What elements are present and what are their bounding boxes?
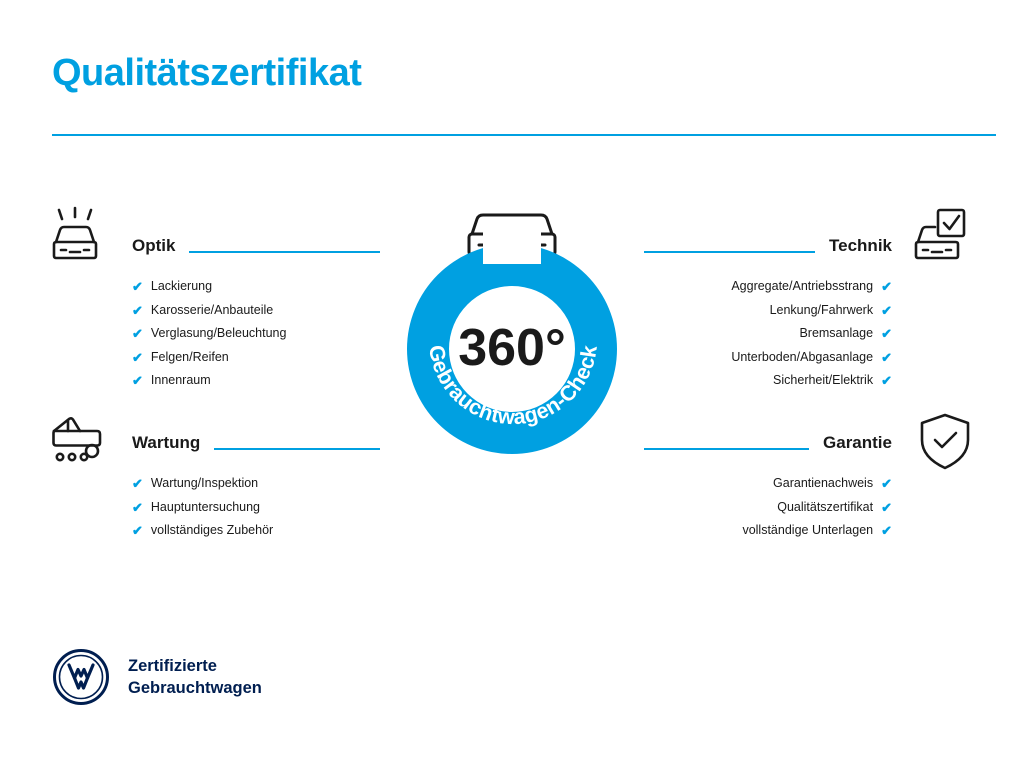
list-item-label: Garantienachweis <box>773 476 874 490</box>
section-rule-wartung <box>214 448 380 450</box>
check-icon: ✔ <box>132 326 143 341</box>
list-item-label: Verglasung/Beleuchtung <box>150 326 287 340</box>
section-technik <box>644 236 892 393</box>
vw-logo <box>52 648 110 706</box>
car-check-icon <box>912 206 978 275</box>
list-item-label: Sicherheit/Elektrik <box>773 373 874 387</box>
footer-line-1: Zertifizierte <box>128 657 217 675</box>
list-item <box>132 346 380 370</box>
shield-check-icon <box>916 410 974 479</box>
footer-text <box>128 655 262 699</box>
section-header-optik <box>132 236 380 259</box>
list-item-label: Qualitätszertifikat <box>777 499 874 514</box>
check-icon: ✔ <box>881 326 892 341</box>
section-list-wartung <box>132 472 380 543</box>
section-rule-technik <box>644 251 815 253</box>
list-item-label: Lenkung/Fahrwerk <box>769 302 874 317</box>
list-item <box>644 496 892 520</box>
list-item <box>644 346 892 370</box>
badge-360-check <box>375 196 649 486</box>
list-item <box>132 472 380 496</box>
check-icon: ✔ <box>881 279 892 294</box>
check-icon: ✔ <box>132 302 143 318</box>
list-item-label: Bremsanlage <box>799 326 874 340</box>
section-header-garantie <box>644 433 892 456</box>
section-list-garantie <box>644 472 892 543</box>
list-item <box>644 299 892 323</box>
check-icon: ✔ <box>881 302 892 318</box>
check-icon: ✔ <box>881 373 892 388</box>
section-wartung <box>132 433 380 543</box>
section-garantie <box>644 433 892 543</box>
check-icon: ✔ <box>881 523 892 538</box>
list-item <box>644 369 892 393</box>
car-lift-icon <box>48 410 118 477</box>
badge-arc-label: Gebrauchtwagen-Check <box>423 343 602 430</box>
check-icon: ✔ <box>132 499 143 515</box>
list-item-label: Innenraum <box>150 373 211 387</box>
check-icon: ✔ <box>132 279 143 294</box>
section-title-technik: Technik <box>829 236 892 255</box>
list-item <box>644 275 892 299</box>
section-title-garantie: Garantie <box>823 433 892 452</box>
list-item-label: vollständige Unterlagen <box>742 523 874 537</box>
list-item <box>644 519 892 543</box>
section-header-technik <box>644 236 892 259</box>
car-wash-icon <box>48 206 114 275</box>
check-icon: ✔ <box>881 499 892 515</box>
badge-number: 360° <box>458 319 566 377</box>
list-item <box>132 369 380 393</box>
section-title-wartung: Wartung <box>132 433 201 452</box>
list-item-label: Unterboden/Abgasanlage <box>731 349 874 364</box>
list-item-label: Lackierung <box>150 279 213 293</box>
list-item-label: Felgen/Reifen <box>150 349 229 364</box>
check-icon: ✔ <box>132 476 143 491</box>
footer-line-2: Gebrauchtwagen <box>128 679 262 697</box>
section-rule-optik <box>189 251 380 253</box>
list-item-label: Aggregate/Antriebsstrang <box>731 279 874 293</box>
list-item-label: Hauptuntersuchung <box>150 499 261 514</box>
list-item <box>132 322 380 346</box>
list-item <box>132 496 380 520</box>
title-divider <box>52 134 996 136</box>
section-list-technik <box>644 275 892 393</box>
list-item <box>644 322 892 346</box>
check-icon: ✔ <box>881 476 892 491</box>
list-item <box>132 275 380 299</box>
check-icon: ✔ <box>132 373 143 388</box>
list-item <box>132 519 380 543</box>
list-item <box>132 299 380 323</box>
page-title: Qualitätszertifikat <box>52 52 362 94</box>
section-rule-garantie <box>644 448 809 450</box>
footer <box>52 648 262 706</box>
list-item-label: Wartung/Inspektion <box>150 476 259 490</box>
section-title-optik: Optik <box>132 236 176 255</box>
list-item-label: Karosserie/Anbauteile <box>150 302 274 317</box>
check-icon: ✔ <box>881 349 892 365</box>
check-icon: ✔ <box>132 523 143 538</box>
section-header-wartung <box>132 433 380 456</box>
list-item-label: vollständiges Zubehör <box>150 523 274 537</box>
check-icon: ✔ <box>132 349 143 365</box>
section-list-optik <box>132 275 380 393</box>
section-optik <box>132 236 380 393</box>
list-item <box>644 472 892 496</box>
